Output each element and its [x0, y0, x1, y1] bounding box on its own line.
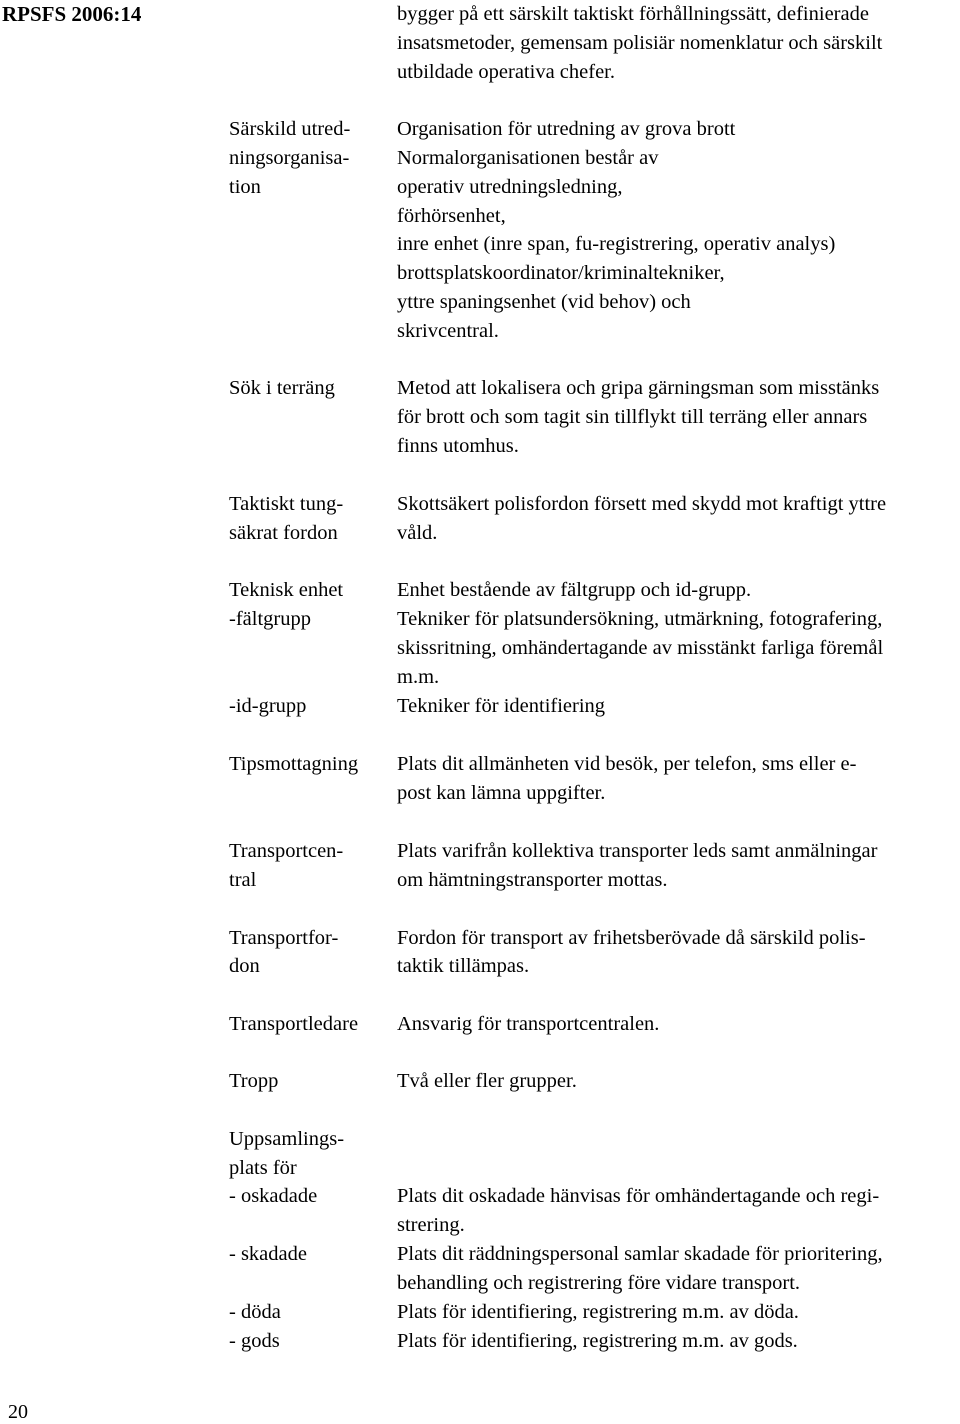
intro-line: bygger på ett särskilt taktiskt förhållningssätt, definierade: [397, 3, 869, 25]
glossary-term-line: ningsorganisa-: [229, 147, 350, 169]
glossary-term-line: Sök i terräng: [229, 377, 335, 399]
glossary-definition-line: för brott och som tagit sin tillflykt till terräng eller annars: [397, 406, 868, 428]
glossary-definition-line: Plats för identifiering, registrering m.m. av gods.: [397, 1330, 798, 1352]
glossary-definition-line: brottsplatskoordinator/kriminaltekniker,: [397, 262, 725, 284]
glossary-definition-line: Tekniker för platsundersökning, utmärkning, fotografering,: [397, 608, 883, 630]
glossary-definition-line: Två eller fler grupper.: [397, 1070, 577, 1092]
glossary-definition-line: finns utomhus.: [397, 435, 519, 457]
glossary-term-line: Transportfor-: [229, 927, 339, 949]
glossary-term-line: - gods: [229, 1330, 280, 1352]
glossary-term-line: -fältgrupp: [229, 608, 311, 630]
glossary-definition-line: Plats dit allmänheten vid besök, per telefon, sms eller e-: [397, 753, 857, 775]
glossary-definition-line: Normalorganisationen består av: [397, 147, 659, 169]
glossary-term-line: Teknisk enhet: [229, 579, 344, 601]
glossary-definition-line: Plats dit räddningspersonal samlar skadade för prioritering,: [397, 1243, 883, 1265]
glossary-definition-line: m.m.: [397, 666, 440, 688]
glossary-definition-line: om hämtningstransporter mottas.: [397, 869, 668, 891]
glossary-definition-line: yttre spaningsenhet (vid behov) och: [397, 291, 691, 313]
glossary-term-line: plats för: [229, 1157, 297, 1179]
glossary-term-line: - döda: [229, 1301, 281, 1323]
glossary-definition-line: post kan lämna uppgifter.: [397, 782, 606, 804]
glossary-definition-line: inre enhet (inre span, fu-registrering, operativ analys): [397, 233, 836, 255]
glossary-definition-line: Plats varifrån kollektiva transporter leds samt anmälningar: [397, 840, 878, 862]
intro-line: insatsmetoder, gemensam polisiär nomenklatur och särskilt: [397, 32, 883, 54]
glossary-definition-line: Organisation för utredning av grova brott: [397, 118, 736, 140]
glossary-definition-line: Tekniker för identifiering: [397, 695, 606, 717]
glossary-definition-line: Plats dit oskadade hänvisas för omhändertagande och regi-: [397, 1185, 880, 1207]
glossary-definition-line: Plats för identifiering, registrering m.m. av döda.: [397, 1301, 799, 1323]
glossary-term-line: tion: [229, 176, 261, 198]
glossary-definition-line: Skottsäkert polisfordon försett med skydd mot kraftigt yttre: [397, 493, 887, 515]
glossary-term-line: Taktiskt tung-: [229, 493, 344, 515]
glossary-definition-line: taktik tillämpas.: [397, 955, 530, 977]
glossary-definition-line: operativ utredningsledning,: [397, 176, 623, 198]
intro-line: utbildade operativa chefer.: [397, 61, 615, 83]
page-number: 20: [8, 1401, 28, 1423]
glossary-definition-line: förhörsenhet,: [397, 205, 506, 227]
glossary-definition-line: Metod att lokalisera och gripa gärningsman som misstänks: [397, 377, 880, 399]
glossary-term-line: Transportcen-: [229, 840, 344, 862]
glossary-definition-line: skissritning, omhändertagande av misstänkt farliga föremål: [397, 637, 884, 659]
glossary-term-line: Tropp: [229, 1070, 279, 1092]
glossary-definition-line: våld.: [397, 522, 438, 544]
glossary-term-line: Särskild utred-: [229, 118, 351, 140]
glossary-term-line: Transportledare: [229, 1013, 359, 1035]
page-header: RPSFS 2006:14: [2, 2, 142, 26]
glossary-term-line: -id-grupp: [229, 695, 307, 717]
glossary-term-line: säkrat fordon: [229, 522, 338, 544]
glossary-definition-line: Enhet bestående av fältgrupp och id-grupp.: [397, 579, 752, 601]
glossary-term-line: - skadade: [229, 1243, 307, 1265]
glossary-definition-line: behandling och registrering före vidare transport.: [397, 1272, 801, 1294]
glossary-term-line: Uppsamlings-: [229, 1128, 345, 1150]
glossary-definition-line: Fordon för transport av frihetsberövade då särskild polis-: [397, 927, 866, 949]
glossary-definition-line: Ansvarig för transportcentralen.: [397, 1013, 660, 1035]
glossary-term-line: - oskadade: [229, 1185, 318, 1207]
glossary-term-line: Tipsmottagning: [229, 753, 359, 775]
glossary-term-line: don: [229, 955, 260, 977]
glossary-definition-line: strering.: [397, 1214, 465, 1236]
glossary-term-line: tral: [229, 869, 257, 891]
glossary-definition-line: skrivcentral.: [397, 320, 499, 342]
